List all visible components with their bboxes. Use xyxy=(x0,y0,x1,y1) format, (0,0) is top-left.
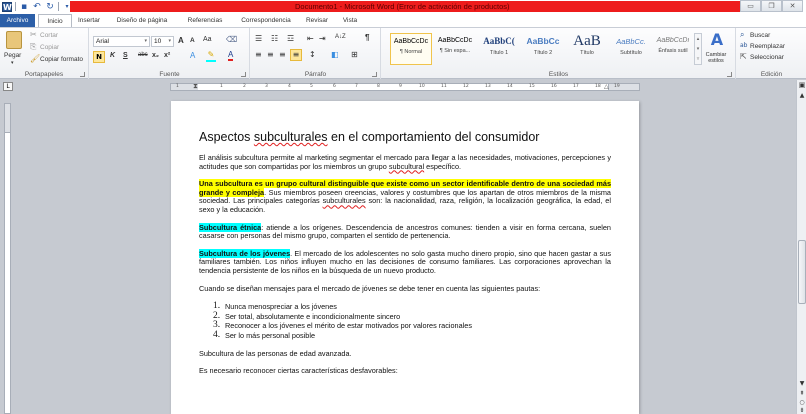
ruler-number: 7 xyxy=(355,84,358,89)
tab-insertar[interactable]: Insertar xyxy=(77,17,101,24)
highlighted-text: Subcultura de los jóvenes xyxy=(199,248,291,258)
font-color-button[interactable]: A xyxy=(228,50,234,59)
style-normal[interactable] xyxy=(390,33,432,65)
paragraph-intro xyxy=(199,154,611,171)
style-subtitulo[interactable] xyxy=(610,33,652,65)
decrease-indent-icon[interactable]: ⇤ xyxy=(307,34,314,43)
italic-button[interactable]: K xyxy=(110,52,116,59)
paragraph-text: son: la nacionalidad, raza, religión, la localización geográfica, la edad, el sexo y la educación. xyxy=(199,196,611,214)
scroll-up-icon[interactable]: ▲ xyxy=(799,92,805,99)
style-sample: AaBbCcDc xyxy=(393,38,429,45)
format-painter-icon: 🖌 xyxy=(30,54,41,63)
change-case-button[interactable]: Aa xyxy=(203,36,212,43)
spelling-error[interactable]: subculturales xyxy=(253,130,328,144)
group-estilos xyxy=(382,28,736,79)
close-button[interactable]: ✕ xyxy=(782,0,803,12)
horizontal-ruler-margin-right xyxy=(608,83,640,91)
paragraph-pautas: Cuando se diseñan mensajes para el mercado de jóvenes se debe tener en cuenta las siguientes pautas: xyxy=(199,283,541,293)
redo-icon[interactable]: ↻ xyxy=(46,1,54,12)
group-label-estilos: Estilos xyxy=(548,71,569,78)
tab-revisar[interactable]: Revisar xyxy=(305,17,329,24)
quick-access-toolbar xyxy=(0,0,72,13)
list-text: Reconocer a los jóvenes el mérito de estar motivados por valores racionales xyxy=(225,321,473,331)
replace-button[interactable]: Reemplazar xyxy=(750,43,786,50)
ruler-number: 12 xyxy=(463,84,469,89)
font-name-combo[interactable] xyxy=(93,36,150,47)
scrollbar-thumb[interactable] xyxy=(798,240,806,304)
numbered-list xyxy=(213,302,611,340)
cut-button[interactable]: Cortar xyxy=(40,32,59,39)
group-label-portapapeles: Portapapeles xyxy=(24,71,64,78)
bold-button[interactable]: N xyxy=(93,51,105,63)
list-number: 2. xyxy=(213,310,221,321)
highlighted-text: Subcultura étnica xyxy=(199,222,262,232)
window-controls xyxy=(740,0,803,12)
superscript-button[interactable]: x² xyxy=(164,52,171,59)
next-page-icon[interactable]: ⇟ xyxy=(799,407,805,414)
increase-indent-icon[interactable]: ⇥ xyxy=(319,34,326,43)
style-name: ¶ Normal xyxy=(399,49,423,55)
ruler-number: 1 xyxy=(220,84,223,89)
undo-icon[interactable]: ↶ xyxy=(33,1,41,12)
paste-button[interactable]: Pegar xyxy=(4,52,22,59)
heading-text: Aspectos xyxy=(199,130,254,144)
style-titulo-1[interactable] xyxy=(478,33,520,65)
change-styles-icon[interactable]: A xyxy=(710,30,724,49)
font-launcher-icon[interactable] xyxy=(241,72,246,77)
separator xyxy=(58,2,59,11)
paragraph-text: específico. xyxy=(424,161,462,171)
vertical-ruler-margin xyxy=(4,103,11,133)
ruler-number: 9 xyxy=(399,84,402,89)
title-bar xyxy=(0,0,806,13)
highlighted-text: Una subcultura es un grupo cultural distinguible que existe como un sector identificable dentro de una sociedad más grande y compleja xyxy=(199,179,611,197)
ruler-number: 16 xyxy=(551,84,557,89)
window-title: Documento1 - Microsoft Word (Error de activación de productos) xyxy=(295,2,510,11)
style-sample: AaBbCc. xyxy=(616,37,646,46)
vertical-scrollbar[interactable] xyxy=(796,80,806,414)
sort-button[interactable]: A↓Z xyxy=(335,34,346,40)
style-sample: AaBbCcDc xyxy=(437,37,473,44)
style-titulo-2[interactable] xyxy=(522,33,564,65)
paragraph-edad-avanzada: Subcultura de las personas de edad avanzada. xyxy=(199,348,352,358)
copy-button[interactable]: Copiar xyxy=(40,44,60,51)
ruler-number: 6 xyxy=(333,84,336,89)
ruler-number: 8 xyxy=(377,84,380,89)
font-size-value: 10 xyxy=(154,38,162,45)
tab-inicio[interactable]: Inicio xyxy=(38,14,72,27)
tab-correspondencia[interactable]: Correspondencia xyxy=(241,17,291,24)
subscript-button[interactable]: x₂ xyxy=(152,52,160,59)
separator xyxy=(15,2,16,11)
text-effects-button[interactable]: A xyxy=(190,51,196,60)
style-name: Título xyxy=(580,50,594,56)
style-sample: AaBbCc xyxy=(526,36,560,46)
tab-selector-icon[interactable]: L xyxy=(3,82,13,91)
change-styles-button[interactable]: Cambiar estilos xyxy=(705,52,727,64)
list-number: 4. xyxy=(213,329,221,340)
group-label-edicion: Edición xyxy=(760,71,783,78)
document-heading xyxy=(199,130,611,144)
cut-icon: ✂ xyxy=(30,30,37,39)
list-item xyxy=(213,331,611,341)
save-icon[interactable]: ▪ xyxy=(20,1,28,12)
list-item xyxy=(213,312,611,322)
group-label-fuente: Fuente xyxy=(159,71,180,78)
style-sin-espaciado[interactable] xyxy=(434,33,476,65)
ruler-toggle-icon[interactable]: ▣ xyxy=(798,81,806,89)
numbering-icon[interactable]: ☷ xyxy=(271,34,279,43)
tab-diseno-de-pagina[interactable]: Diseño de página xyxy=(116,17,168,24)
ribbon-tabs xyxy=(0,13,806,27)
styles-gallery-scroll[interactable]: ▴ ▾ ▿ xyxy=(694,33,702,65)
minimize-button[interactable]: ▭ xyxy=(740,0,761,12)
underline-button[interactable]: S xyxy=(123,52,128,59)
ruler-number: 13 xyxy=(485,84,491,89)
borders-icon[interactable]: ⊞ xyxy=(351,50,358,59)
document-page[interactable] xyxy=(171,101,639,414)
find-icon: ⌕ xyxy=(740,30,745,39)
group-portapapeles xyxy=(0,28,89,79)
clear-formatting-icon[interactable]: ⌫ xyxy=(226,35,238,44)
paragraph-text: . El mercado de los adolescentes no solo gasta mucho dinero propio, sino que hacen gastar a sus familiares también. Los niños influyen mucho en las decisiones de consumo familiares. Las corporaciones aprovechan la tendencia persistente de los niños en la búsqueda de un nuevo producto. xyxy=(199,248,611,275)
tab-archivo[interactable]: Archivo xyxy=(0,14,35,27)
style-sample: AaB xyxy=(573,33,601,49)
tab-vista[interactable]: Vista xyxy=(342,17,358,24)
spelling-error[interactable]: subcultural xyxy=(388,161,425,171)
replace-icon: ab xyxy=(740,42,748,49)
browse-object-icon[interactable]: ○ xyxy=(799,399,805,406)
align-left-icon[interactable]: ≡ xyxy=(255,50,262,59)
ruler-number: 17 xyxy=(573,84,579,89)
shrink-font-button[interactable]: A xyxy=(190,37,195,44)
list-text: Nunca menospreciar a los jóvenes xyxy=(225,302,337,312)
ruler-number: 1 xyxy=(176,84,179,89)
list-text: Ser lo más personal posible xyxy=(225,330,316,340)
list-text: Ser total, absolutamente e incondicionalmente sincero xyxy=(225,311,401,321)
style-name: Título 2 xyxy=(533,50,553,56)
styles-launcher-icon[interactable] xyxy=(727,72,732,77)
paragraph-definition xyxy=(199,180,611,214)
paragraph-text: . Sus miembros poseen creencias, valores y costumbres que los apartan de otros miembros de la misma sociedad. Las principales categorías xyxy=(199,187,611,206)
ruler-number: 2 xyxy=(243,84,246,89)
ruler-number: 5 xyxy=(310,84,313,89)
strikethrough-button[interactable]: abc xyxy=(138,52,148,58)
ruler-number: 19 xyxy=(614,84,620,89)
ribbon xyxy=(0,27,806,79)
paragraph-etnica xyxy=(199,224,611,241)
bullets-icon[interactable]: ☰ xyxy=(255,34,263,43)
group-fuente xyxy=(90,28,250,79)
customize-qat-icon[interactable]: ▾ xyxy=(65,2,69,10)
style-sample: AaBbCcDı xyxy=(656,37,690,44)
multilevel-list-icon[interactable]: ☲ xyxy=(287,34,295,43)
paragraph-jovenes xyxy=(199,250,611,276)
first-line-indent-marker[interactable]: ⧗ xyxy=(193,82,198,90)
horizontal-ruler[interactable] xyxy=(198,83,608,91)
ruler-number: 18 xyxy=(595,84,601,89)
list-item xyxy=(213,302,611,312)
restore-button[interactable]: ❐ xyxy=(761,0,782,12)
align-right-icon[interactable]: ≡ xyxy=(279,50,286,59)
paragraph-caracteristicas: Es necesario reconocer ciertas características desfavorables: xyxy=(199,366,398,376)
previous-page-icon[interactable]: ⇞ xyxy=(799,390,805,397)
style-name: Énfasis sutil xyxy=(658,48,688,54)
grow-font-button[interactable]: A xyxy=(178,36,184,45)
line-spacing-icon[interactable]: ↕ xyxy=(309,50,316,59)
group-parrafo xyxy=(251,28,381,79)
ruler-number: 4 xyxy=(288,84,291,89)
style-name: Subtítulo xyxy=(620,50,642,56)
font-size-combo[interactable] xyxy=(151,36,174,47)
word-logo-icon[interactable]: W xyxy=(3,2,12,12)
chevron-down-icon: ▾ xyxy=(168,38,171,44)
paragraph-launcher-icon[interactable] xyxy=(372,72,377,77)
tab-referencias[interactable]: Referencias xyxy=(187,17,223,24)
shading-icon[interactable]: ◧ xyxy=(331,50,339,59)
paragraph-text: El análisis subcultura permite al marketing segmentar el mercado para llegar a las necesidades, motivaciones, percepciones y actitudes que son compartidas por los miembros un grupo xyxy=(199,153,611,171)
list-number: 1. xyxy=(213,301,221,312)
align-center-icon[interactable]: ≡ xyxy=(267,50,274,59)
copy-icon: ⎘ xyxy=(30,42,37,51)
scroll-down-icon[interactable]: ▼ xyxy=(799,380,805,387)
group-edicion xyxy=(737,28,806,79)
chevron-down-icon: ▾ xyxy=(144,38,147,44)
style-name: Título 1 xyxy=(489,50,509,56)
font-name-value: Arial xyxy=(96,38,110,45)
list-number: 3. xyxy=(213,320,221,331)
document-body[interactable] xyxy=(199,130,611,385)
paste-icon[interactable] xyxy=(6,31,22,49)
list-item xyxy=(213,321,611,331)
clipboard-launcher-icon[interactable] xyxy=(80,72,85,77)
ruler-number: 3 xyxy=(265,84,268,89)
right-indent-marker[interactable]: △ xyxy=(604,83,609,90)
style-titulo[interactable] xyxy=(566,33,608,65)
paste-dropdown-icon[interactable]: ▾ xyxy=(11,60,14,66)
select-cursor-icon: ⇱ xyxy=(740,52,747,61)
find-button[interactable]: Buscar xyxy=(750,32,771,39)
ruler-number: 14 xyxy=(507,84,513,89)
justify-icon[interactable]: ≡ xyxy=(290,49,302,61)
paragraph-text: : atiende a los orígenes. Descendencia de ancestros comunes: tienden a visir en forma cercana, suelen casarse con personas del mismo grupo, comparten el sentido de pertenencia. xyxy=(199,222,611,241)
ruler-number: 10 xyxy=(419,84,425,89)
style-name: ¶ Sin espa... xyxy=(439,48,471,54)
style-sample: AaBbC( xyxy=(483,36,515,46)
group-label-parrafo: Párrafo xyxy=(304,71,327,78)
ruler-number: 15 xyxy=(529,84,535,89)
style-enfasis-sutil[interactable] xyxy=(652,33,694,65)
format-painter-button[interactable]: Copiar formato xyxy=(40,56,83,63)
show-marks-button[interactable]: ¶ xyxy=(365,33,370,42)
ruler-number: 11 xyxy=(441,84,447,89)
select-button[interactable]: Seleccionar xyxy=(750,54,784,61)
highlight-color-icon[interactable]: ✎ xyxy=(206,50,216,62)
vertical-ruler[interactable] xyxy=(4,103,11,414)
spelling-error[interactable]: subculturales xyxy=(322,196,366,206)
heading-text: en el comportamiento del consumidor xyxy=(327,130,540,144)
